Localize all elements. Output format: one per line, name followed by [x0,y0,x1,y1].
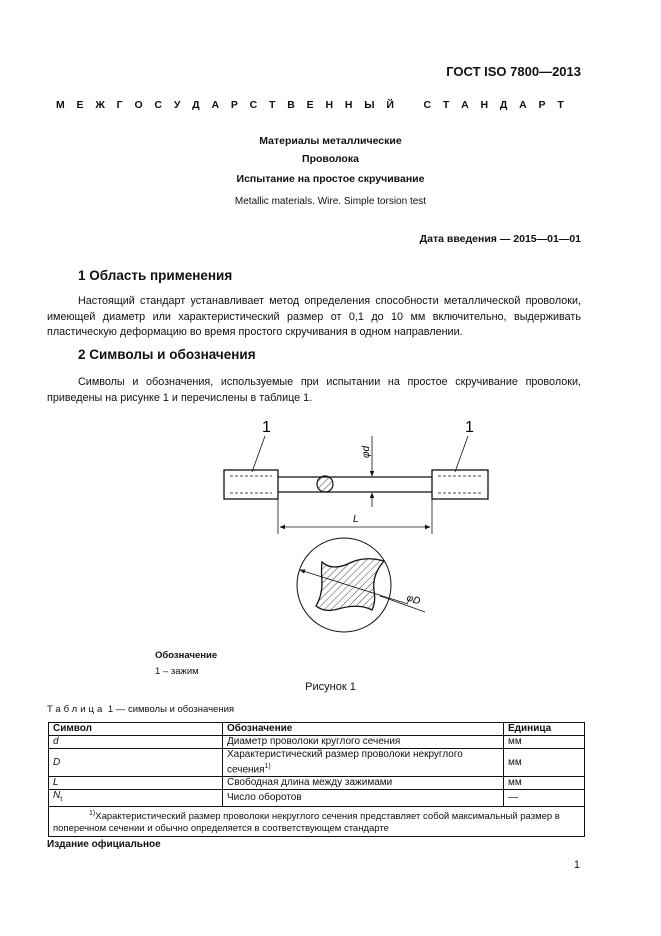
row-symbol: D [53,756,61,768]
banner-letter: Е [76,99,84,111]
banner-letter: В [287,99,295,111]
banner-letter: Й [386,99,394,111]
left-grip [224,470,278,499]
table-footnote: Характеристический размер проволоки некруглого сечения представляет собой максимальный размер в поперечном сечении и обычно определяется в соответствующем стандарте [53,811,560,835]
title-english: Metallic materials. Wire. Simple torsion test [234,196,427,207]
header-unit: Единица [504,723,585,736]
table-caption-prefix: Таблица [47,704,106,715]
dimension-L: L [353,514,359,525]
banner-letter: У [173,99,181,111]
banner-letter: С [423,99,432,111]
banner-letter: М [56,99,65,111]
figure-caption: Рисунок 1 [305,681,356,693]
row-symbol: N [53,790,61,802]
row-unit: — [504,790,585,807]
table-row [49,777,585,790]
dimension-D: φD [404,592,422,608]
banner-letter: А [211,99,220,111]
symbols-table [48,722,585,837]
table-caption-rest: 1 — символы и обозначения [107,704,235,715]
table-row [49,749,585,777]
row-symbol: d [53,736,59,747]
row-description: Характеристический размер проволоки некруглого сечения [227,749,463,776]
banner-letter: Т [442,99,450,111]
table-footnote-row [49,807,585,837]
banner-letter: Ж [95,99,105,111]
header-designation: Обозначение [223,723,504,736]
row-description: Диаметр проволоки круглого сечения [223,736,504,749]
figure-label-right: 1 [465,419,474,436]
table-row [49,790,585,807]
banner-letter: А [519,99,527,111]
banner-letter: С [154,99,163,111]
page-number: 1 [573,859,580,871]
standard-number: ГОСТ ISO 7800—2013 [446,64,581,79]
row-symbol: L [53,777,59,789]
banner-letter: Р [538,99,546,111]
right-grip [432,470,488,499]
banner-letter: Д [192,99,200,111]
banner-letter: Н [480,99,489,111]
footnote-mark: 1) [89,810,96,818]
wire [278,477,432,492]
row-unit: мм [504,749,585,777]
banner-letter: Р [230,99,238,111]
banner-letter: Г [116,99,123,111]
table-row [49,736,585,749]
header-symbol: Символ [49,723,223,736]
banner-letter: Н [325,99,334,111]
section-2-text: Символы и обозначения, используемые при испытании на простое скручивание проволоки, приведены на рисунке 1 и перечислены в таблице 1. [47,376,581,404]
banner-letter: Т [557,99,564,111]
title-line-3: Испытание на простое скручивание [236,173,425,185]
row-footnote-ref: 1) [264,763,271,770]
figure-legend-item: 1 – зажим [155,666,199,677]
banner-letter: Ы [364,99,375,111]
figure-legend-heading: Обозначение [155,650,218,661]
non-round-section [316,559,384,611]
introduction-date-value: — 2015—01—01 [499,233,581,245]
section-1-heading: 1 Область применения [78,268,233,283]
banner-letter: Т [269,99,276,111]
banner-letter: О [134,99,143,111]
dimension-d: φd [361,445,372,458]
banner-letter: Д [499,99,508,111]
title-line-2: Проволока [302,153,359,165]
official-edition: Издание официальное [47,839,161,850]
row-unit: мм [504,777,585,790]
banner-letter: С [249,99,258,111]
table-caption [47,704,234,715]
section-2-heading: 2 Символы и обозначения [78,347,256,362]
row-description: Число оборотов [223,790,504,807]
figure-label-left: 1 [262,419,271,436]
banner-letter: А [461,99,469,111]
row-description: Свободная длина между зажимами [223,777,504,790]
row-symbol-subscript: t [60,796,63,804]
table-header-row [49,723,585,736]
round-section [317,476,333,492]
banner-letter: Н [344,99,353,111]
introduction-date-label: Дата введения [419,233,497,245]
banner-letter: Е [306,99,314,111]
section-1-text: Настоящий стандарт устанавливает метод определения способности металлической проволоки, имеющей диаметр или характеристический размер от 0,1 до 10 мм включительно, выдерживать пластическую деформацию во время простого скручивания в одном направлении. [47,295,581,338]
row-unit: мм [504,736,585,749]
title-line-1: Материалы металлические [259,135,402,147]
